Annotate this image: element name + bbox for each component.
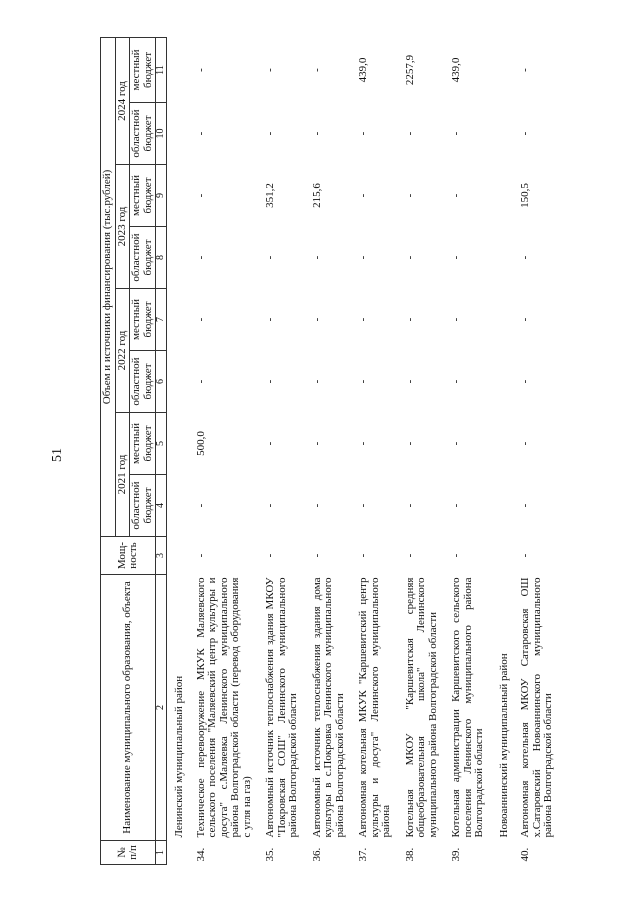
funding-value: - <box>403 255 416 260</box>
funding-value: - <box>450 193 462 198</box>
funding-value: - <box>357 503 369 508</box>
funding-value: - <box>357 131 369 136</box>
funding-value: - <box>519 255 531 260</box>
funding-value: - <box>194 503 207 508</box>
funding-value: - <box>403 131 416 136</box>
funding-value: - <box>357 255 369 260</box>
header-year-2021: 2021 год <box>115 413 130 537</box>
funding-value: - <box>194 131 207 136</box>
column-number: 3 <box>156 537 167 575</box>
funding-value: - <box>264 379 276 384</box>
section-row <box>492 37 515 864</box>
funding-value: - <box>310 379 323 384</box>
object-name: Котельная МКОУ "Каршевитская средняя общеобразовательная школа" Ленинского муниципального района Волгоградской области <box>403 577 439 838</box>
column-number: 6 <box>156 351 167 413</box>
object-name: Автономная котельная МКУК "Каршевитский центр культуры и досуга" Ленинского муниципального района <box>357 577 392 838</box>
funding-value: - <box>357 193 369 198</box>
funding-value: - <box>194 255 207 260</box>
power-value: - <box>450 553 462 558</box>
funding-value: - <box>264 441 276 446</box>
column-number: 11 <box>156 37 167 102</box>
section-spacer <box>492 841 515 865</box>
header-year-2023: 2023 год <box>115 165 130 289</box>
column-number-row <box>156 37 167 864</box>
funding-value: - <box>310 317 323 322</box>
funding-value: - <box>403 441 416 446</box>
column-number: 8 <box>156 227 167 289</box>
table-row <box>445 37 492 864</box>
object-name: Котельная администрации Каршевитского сельского поселения Ленинского муниципального района Волгоградской области <box>450 577 485 838</box>
funding-value: - <box>264 255 276 260</box>
header-local-budget: местный бюджет <box>130 37 156 102</box>
column-number: 5 <box>156 413 167 475</box>
power-value: - <box>357 553 369 558</box>
funding-value: - <box>194 379 207 384</box>
funding-value: 500,0 <box>194 431 207 456</box>
rotated-table-container <box>100 38 612 865</box>
funding-value: - <box>357 441 369 446</box>
power-value: - <box>264 553 276 558</box>
funding-value: - <box>264 68 276 72</box>
funding-value: - <box>519 503 531 508</box>
header-no: № п/п <box>101 841 156 865</box>
header-local-budget: местный бюджет <box>130 289 156 351</box>
header-name: Наименование муниципального образования, объекта <box>101 575 156 841</box>
funding-value: - <box>310 503 323 508</box>
funding-value: - <box>519 317 531 322</box>
funding-value: - <box>450 441 462 446</box>
header-local-budget: местный бюджет <box>130 413 156 475</box>
funding-value: - <box>403 317 416 322</box>
funding-value: - <box>450 379 462 384</box>
row-number: 35. <box>264 847 276 862</box>
funding-value: 150,5 <box>519 183 531 208</box>
funding-value: - <box>403 503 416 508</box>
funding-value: - <box>194 68 207 72</box>
column-number: 10 <box>156 103 167 165</box>
column-number: 1 <box>156 841 167 865</box>
funding-value: - <box>194 317 207 322</box>
object-name: Автономный источник теплоснабжения здания дома культуры в с.Покровка Ленинского муниципального района Волгоградской области <box>310 577 346 838</box>
page-number: 51 <box>50 448 65 462</box>
funding-value: - <box>450 503 462 508</box>
column-number: 7 <box>156 289 167 351</box>
funding-value: - <box>519 379 531 384</box>
column-number: 2 <box>156 575 167 841</box>
funding-value: - <box>403 379 416 384</box>
power-value: - <box>403 553 416 558</box>
funding-value: - <box>264 317 276 322</box>
funding-value: - <box>357 379 369 384</box>
section-title: Ленинский муниципальный район <box>173 675 185 838</box>
funding-value: - <box>403 193 416 198</box>
funding-value: 439,0 <box>450 57 462 83</box>
table-row <box>399 37 446 864</box>
table-row <box>306 37 353 864</box>
funding-value: - <box>519 68 531 72</box>
header-year-2022: 2022 год <box>115 289 130 413</box>
funding-value: - <box>519 131 531 136</box>
header-regional-budget: областной бюджет <box>130 103 156 165</box>
funding-value: 2257,9 <box>403 54 416 86</box>
row-number: 38. <box>403 847 416 862</box>
object-name: Автономный источник теплоснабжения здания МКОУ "Покровская СОШ" Ленинского муниципального района Волгоградской области <box>264 577 299 838</box>
funding-value: - <box>519 441 531 446</box>
funding-value: - <box>310 255 323 260</box>
funding-value: 439,0 <box>357 57 369 83</box>
power-value: - <box>310 553 323 558</box>
funding-value: - <box>310 68 323 72</box>
column-number: 9 <box>156 165 167 227</box>
header-regional-budget: областной бюджет <box>130 351 156 413</box>
header-funding: Объем и источники финансирования (тыс.рублей) <box>101 37 116 536</box>
header-year-2024: 2024 год <box>115 37 130 164</box>
funding-value: - <box>450 255 462 260</box>
header-regional-budget: областной бюджет <box>130 475 156 537</box>
funding-value: - <box>264 503 276 508</box>
table-row <box>352 37 399 864</box>
funding-value: - <box>357 317 369 322</box>
section-title: Новоаннинский муниципальный район <box>497 653 510 838</box>
header-power: Мощ- ность <box>101 537 156 575</box>
row-number: 37. <box>357 847 369 862</box>
table-row <box>190 37 260 864</box>
funding-value: - <box>194 193 207 198</box>
power-value: - <box>519 553 531 558</box>
power-value: - <box>194 553 207 558</box>
row-number: 34. <box>194 847 207 862</box>
row-number: 36. <box>310 847 323 862</box>
funding-value: - <box>450 131 462 136</box>
table-body <box>167 37 561 864</box>
row-number: 40. <box>519 847 531 862</box>
header-local-budget: местный бюджет <box>130 165 156 227</box>
section-row <box>167 37 190 864</box>
funding-value: 215,6 <box>310 183 323 208</box>
funding-table <box>100 37 561 865</box>
funding-value: - <box>264 131 276 136</box>
funding-value: 351,2 <box>264 183 276 208</box>
funding-value: - <box>310 131 323 136</box>
object-name: Автономная котельная МКОУ Сатаровская ОШ х.Сатаровский Новоаннинского муниципального района Волгоградской области <box>519 577 554 838</box>
row-number: 39. <box>450 847 462 862</box>
funding-value: - <box>450 317 462 322</box>
funding-value: - <box>310 441 323 446</box>
table-row <box>259 37 306 864</box>
column-number: 4 <box>156 475 167 537</box>
object-name: Техническое перевооружение МКУК Маляевского сельского поселения "Маляевский центр культуры и досуга" с.Маляевка Ленинского муниципального района Волгоградской области (перевод оборудования с угля на газ) <box>194 577 253 838</box>
table-header <box>101 37 167 864</box>
section-spacer <box>167 841 190 865</box>
table-row <box>514 37 561 864</box>
header-regional-budget: областной бюджет <box>130 227 156 289</box>
